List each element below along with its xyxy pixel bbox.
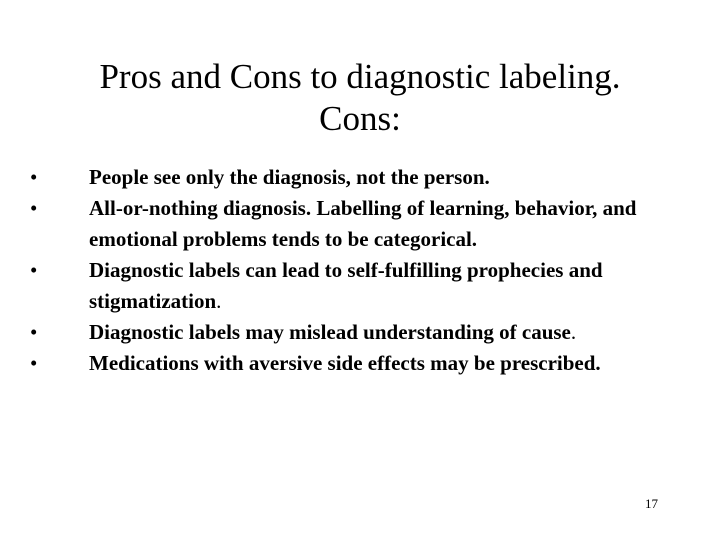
bullet-text: People see only the diagnosis, not the person. <box>89 165 490 189</box>
bullet-icon: • <box>30 258 38 282</box>
bullet-icon: • <box>30 196 38 220</box>
bullet-tail: . <box>216 289 222 313</box>
bullet-text: Diagnostic labels may mislead understanding of cause <box>89 320 571 344</box>
slide-title-line-1: Pros and Cons to diagnostic labeling. <box>99 57 621 96</box>
bullet-item <box>30 348 670 379</box>
page-number: 17 <box>645 496 658 511</box>
bullet-tail: . <box>570 320 577 344</box>
bullet-list <box>30 162 670 379</box>
bullet-icon: • <box>30 351 38 375</box>
bullet-item <box>30 162 670 193</box>
slide-title <box>60 56 660 140</box>
slide-title-line-2: Cons: <box>319 99 401 138</box>
bullet-item <box>30 317 670 348</box>
bullet-text: Medications with aversive side effects may be prescribed. <box>89 351 601 375</box>
bullet-icon: • <box>30 320 38 344</box>
bullet-text: All-or-nothing diagnosis. Labelling of learning, behavior, and emotional problems tends to be categorical. <box>89 196 637 251</box>
bullet-text: Diagnostic labels can lead to self-fulfilling prophecies and stigmatization <box>89 258 603 313</box>
bullet-icon: • <box>30 165 38 189</box>
bullet-item <box>30 255 670 317</box>
bullet-item <box>30 193 670 255</box>
